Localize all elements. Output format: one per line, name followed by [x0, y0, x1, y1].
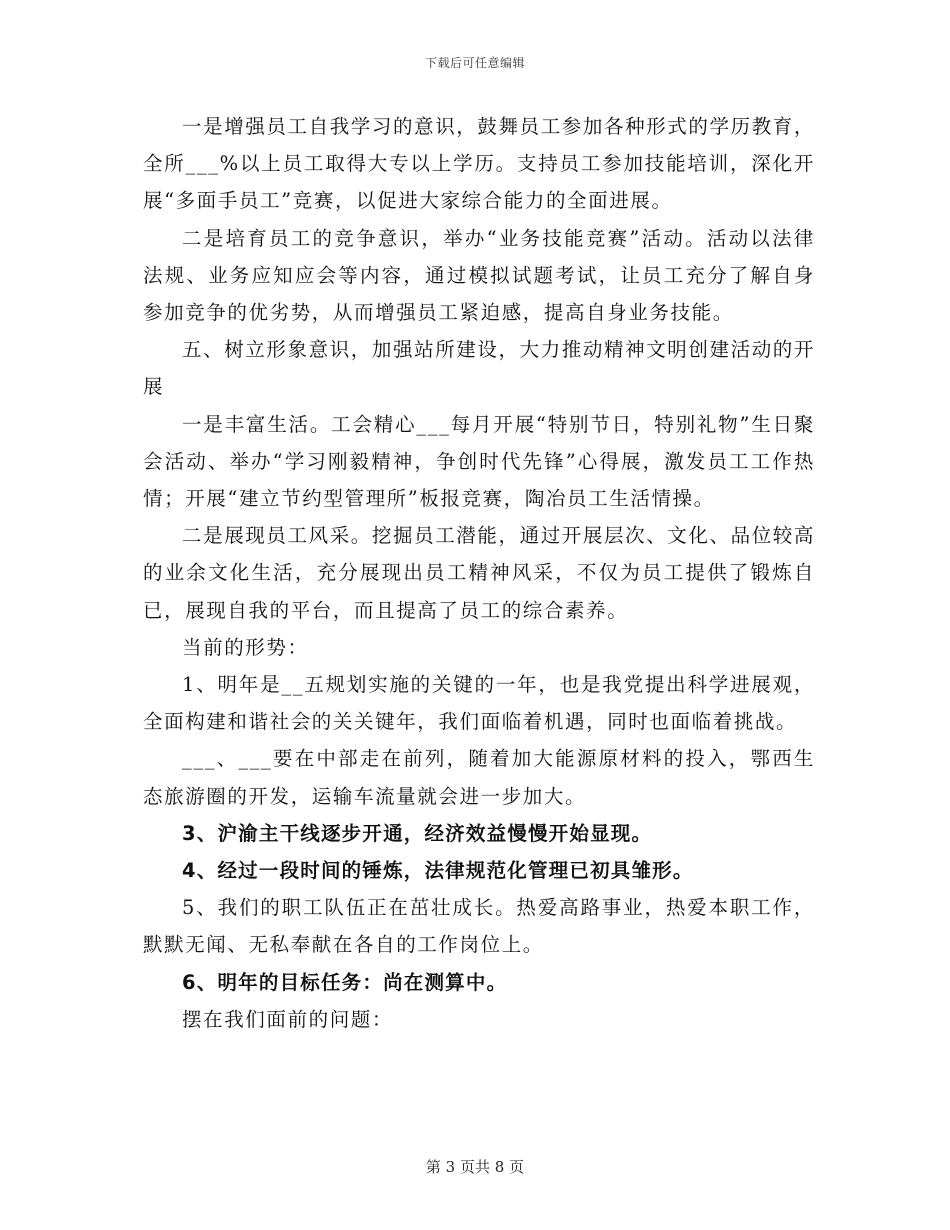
situation-item-2: ___、___要在中部走在前列，随着加大能源原材料的投入，鄂西生态旅游圈的开发，运输车流量就会进一步加大。	[143, 747, 815, 808]
page-number-footer: 第 3 页共 8 页	[425, 1158, 525, 1176]
paragraph-1: 一是增强员工自我学习的意识，鼓舞员工参加各种形式的学历教育，全所___%以上员工取得大专以上学历。支持员工参加技能培训，深化开展“多面手员工”竞赛，以促进大家综合能力的全面进展。	[143, 115, 816, 213]
situation-item-1: 1、明年是__五规划实施的关键的一年，也是我党提出科学进展观，全面构建和谐社会的关关键年，我们面临着机遇，同时也面临着挑战。	[143, 673, 815, 734]
situation-heading: 当前的形势：	[182, 635, 309, 659]
document-body	[143, 108, 815, 1038]
situation-item-3: 3、沪渝主干线逐步开通，经济效益慢慢开始显现。	[182, 821, 653, 845]
situation-item-6: 6、明年的目标任务：尚在测算中。	[182, 970, 508, 994]
situation-item-4: 4、经过一段时间的锤炼，法律规范化管理已初具雏形。	[182, 859, 694, 883]
paragraph-2: 二是培育员工的竞争意识，举办“业务技能竞赛”活动。活动以法律法规、业务应知应会等内容，通过模拟试题考试，让员工充分了解自身参加竞争的优劣势，从而增强员工紧迫感，提高自身业务技能。	[143, 226, 815, 325]
paragraph-3: 一是丰富生活。工会精心___每月开展“特别节日，特别礼物”生日聚会活动、举办“学习刚毅精神，争创时代先锋”心得展，激发员工工作热情；开展“建立节约型管理所”板报竞赛，陶冶员工生活情操。	[143, 412, 815, 511]
problems-heading: 摆在我们面前的问题：	[182, 1007, 394, 1031]
page-header: 下载后可任意编辑	[424, 56, 525, 70]
paragraph-4: 二是展现员工风采。挖掘员工潜能，通过开展层次、文化、品位较高的业余文化生活，充分展现出员工精神风采，不仅为员工提供了锻炼自已，展现自我的平台，而且提高了员工的综合素养。	[143, 524, 816, 622]
section-heading-5: 五、树立形象意识，加强站所建设，大力推动精神文明创建活动的开展	[143, 338, 816, 399]
situation-item-5: 5、我们的职工队伍正在茁壮成长。热爱高路事业，热爱本职工作，默默无闻、无私奉献在各自的工作岗位上。	[143, 896, 815, 957]
